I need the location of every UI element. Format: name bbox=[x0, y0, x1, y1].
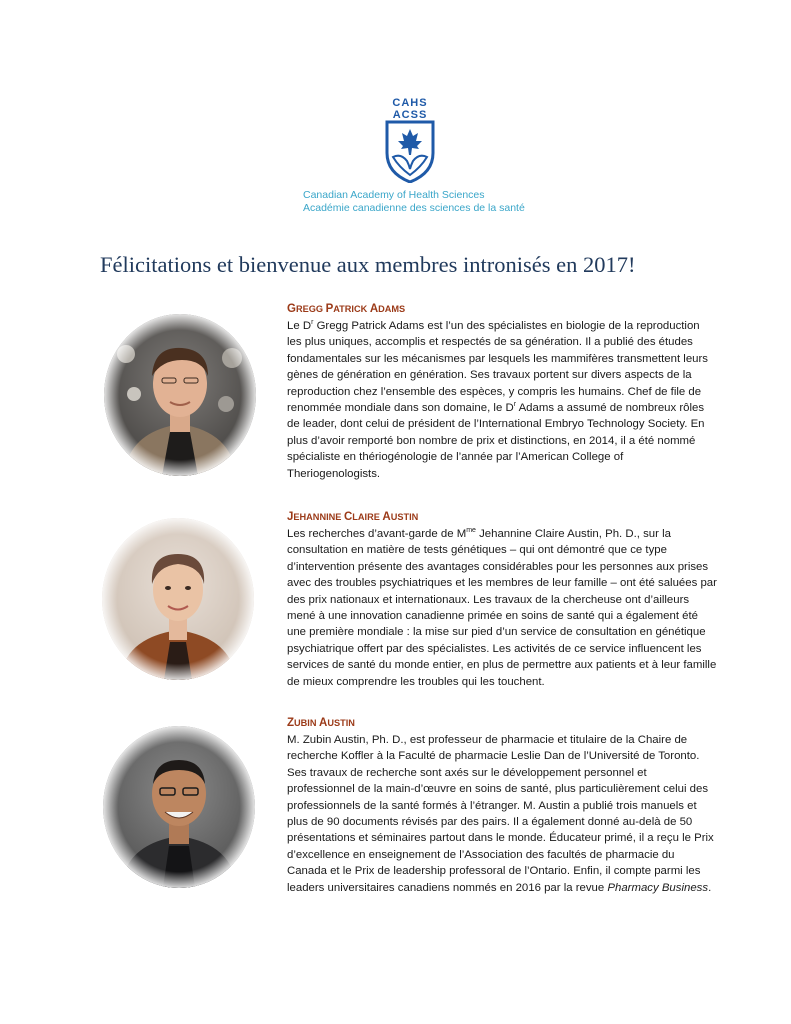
member-name: JEHANNINE CLAIRE AUSTIN bbox=[287, 511, 419, 523]
member-name: ZUBIN AUSTIN bbox=[287, 717, 355, 729]
portrait-jehannine-claire-austin bbox=[102, 518, 254, 680]
shield-icon bbox=[379, 95, 441, 183]
portrait-photo bbox=[104, 314, 256, 476]
portrait-photo bbox=[102, 518, 254, 680]
logo-abbr-en: CAHS bbox=[392, 97, 428, 109]
org-name-en: Canadian Academy of Health Sciences bbox=[303, 189, 485, 201]
member-gregg-patrick-adams bbox=[287, 302, 717, 482]
member-bio: M. Zubin Austin, Ph. D., est professeur de pharmacie et titulaire de la Chaire de recherche Koffler à la Faculté de pharmacie Leslie Dan de l’Université de Toronto. Ses travaux de recherche sont axés sur le développement personnel et professionnel de la main-d’œuvre en soins de santé, plus particulièrement celui des professionnels de la santé formés à l’étranger. M. Austin a publié trois manuels et plus de 90 documents révisés par des pairs. Il a également donné au-delà de 50 présentations et séminaires partout dans le monde. Éducateur primé, il a reçu le Prix d’excellence en enseignement de l’Association des facultés de pharmacie du Canada et le Prix de leadership professoral de l’Ontario. Enfin, il compte parmi les leaders universitaires canadiens nommés en 2016 par la revue Pharmacy Business. bbox=[287, 734, 714, 894]
org-name bbox=[300, 189, 525, 215]
org-name-fr: Académie canadienne des sciences de la santé bbox=[303, 202, 525, 214]
page-title: Félicitations et bienvenue aux membres intronisés en 2017! bbox=[100, 252, 636, 277]
logo-abbr-fr: ACSS bbox=[392, 109, 428, 121]
portrait-zubin-austin bbox=[103, 726, 255, 888]
cahs-logo bbox=[300, 95, 525, 215]
portrait-photo bbox=[103, 726, 255, 888]
portrait-gregg-patrick-adams bbox=[104, 314, 256, 476]
member-name: GREGG PATRICK ADAMS bbox=[287, 303, 406, 315]
member-zubin-austin bbox=[287, 716, 717, 896]
member-bio: Le $D^r$ Gregg Patrick Adams est l’un des spécialistes en biologie de la reproduction les plus uniques, accomplis et respectés de sa génération. Il a publié des études fondamentales sur les mécanismes par lesquels les mammifères transmettent leurs gènes de génération en génération. Ses travaux portent sur divers aspects de la reproduction chez l’ensemble des espèces, y compris les humains. Chef de file de renommée mondiale dans son domaine, le $D^r$ Adams a assumé de nombreux rôles de leader, dont celui de président de l’International Embryo Technology Society. En plus d’avoir remporté bon nombre de prix et distinctions, en 2014, il a été nommé spécialiste en thériogénologie de l’année par l’American College of Theriogenologists. bbox=[287, 319, 708, 480]
member-bio: Les recherches d’avant-garde de $M^{me}$ Jehannine Claire Austin, Ph. D., sur la consultation en matière de tests génétiques – qui ont démontré que ce type d’intervention présente des avantages considérables pour les personnes aux prises avec des troubles psychiatriques et les membres de leur famille – ont été saluées par des prix nationaux et internationaux. Les travaux de la chercheuse ont d’ailleurs mené à une innovation canadienne primée en soins de santé qui a également été une première mondiale : la mise sur pied d’un service de consultation en génétique psychiatrique offert par des spécialistes. Les activités de ce service influencent les services de santé du monde entier, en plus de permettre aux patients et à leur famille de mieux comprendre les troubles qui les touchent. bbox=[287, 527, 717, 688]
member-jehannine-claire-austin bbox=[287, 510, 717, 690]
